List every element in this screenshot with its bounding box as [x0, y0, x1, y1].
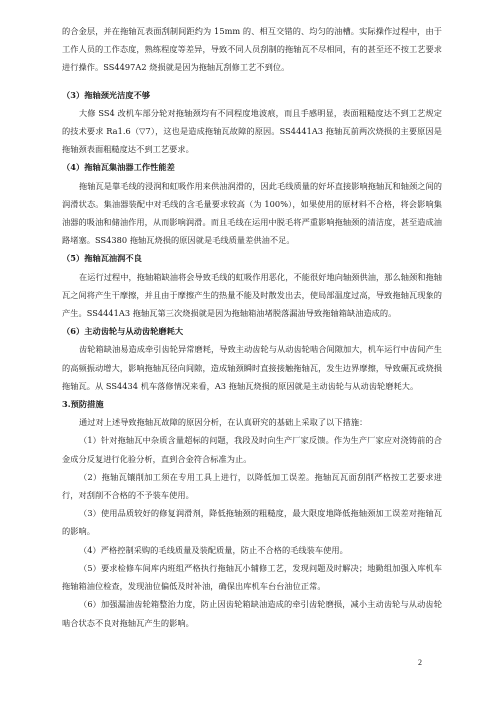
page-number: 2: [418, 658, 422, 667]
paragraph-4: 在运行过程中，拖轴箱缺油将会导致毛线的虹吸作用恶化，不能很好地向轴颈供油，那么轴颈和拖轴瓦之间将产生干摩擦，并且由于摩擦产生的热量不能及时散发出去，使局部温度过高，导致拖轴瓦现象的产生。SS4441A3 拖轴瓦第三次烧损就是因为拖轴箱油堵脱落漏油导致拖轴箱缺油造成的。: [62, 271, 442, 319]
heading-5: （5）拖轴瓦油润不良: [62, 253, 142, 264]
heading-3: （3）拖轴颈光洁度不够: [62, 89, 151, 100]
heading-6: （6）主动齿轮与从动齿轮磨耗大: [62, 326, 184, 337]
paragraph-2: 大修 SS4 改机车部分轮对拖轴颈均有不同程度地波痕，而且手感明显，表面粗糙度达不到工艺规定的技术要求 Ra1.6（▽7），这也是造成拖轴瓦故障的原因。SS4441A3 拖轴瓦前两次烧损的主要原因是拖轴颈表面粗糙度达不到工艺要求。: [62, 107, 442, 155]
measure-6: （6）加强漏油齿轮箱整治力度，防止因齿轮箱缺油造成的牵引齿轮磨损，减小主动齿轮与从动齿轮啮合状态不良对拖轴瓦产生的影响。: [62, 599, 442, 628]
measure-1: （1）针对拖轴瓦中杂质含量超标的问题，我段及时向生产厂家反馈。作为生产厂家应对浇铸前的合金成分反复进行化验分析，直到合金符合标准为止。: [62, 435, 442, 464]
paragraph-5: 齿轮箱缺油易造成牵引齿轮异常磨耗，导致主动齿轮与从动齿轮啮合间隙加大，机车运行中齿间产生的高频振动增大，影响拖轴瓦径向间隙，造成轴颈瞬时直接接触拖轴瓦，发生边界摩擦，导致碾瓦或烧损拖轴瓦。从 SS4434 机车落修情况来看，A3 拖轴瓦烧损的原因就是主动齿轮与从动齿轮磨耗大。: [62, 344, 442, 391]
measure-3: （3）使用品质较好的修复润滑剂，降低拖轴颈的粗糙度，最大限度地降低拖轴颈加工误差对拖轴瓦的影响。: [62, 508, 442, 537]
measure-5: （5）要求检修车间库内班组严格执行拖轴瓦小辅修工艺，发现问题及时解决；地勤组加强入库机车拖轴箱油位检查，发现油位偏低及时补油，确保出库机车台台油位正常。: [62, 562, 442, 592]
paragraph-1: 的合金层，并在拖轴瓦表面刮制间距约为 15mm 的、相互交错的、均匀的油槽。实际操作过程中，由于工作人员的工作态度，熟练程度等差异，导致不同人员刮制的拖轴瓦不尽相同，有的甚至还不按工艺要求进行操作。SS4497A2 烧损就是因为拖轴瓦刮修工艺不到位。: [62, 26, 442, 73]
paragraph-3: 拖轴瓦是靠毛线的浸润和虹吸作用来供油润滑的，因此毛线质量的好坏直接影响拖轴瓦和轴颈之间的润滑状态。集油器装配中对毛线的含毛量要求较高（为 100%），如果使用的原材料不合格，将会影响集油器的吸油和储油作用，从而影响润滑。而且毛线在运用中脱毛将严重影响拖轴颈的清洁度，甚至造成油路堵塞。SS4380 拖轴瓦烧损的原因就是毛线质量差供油不足。: [62, 180, 442, 246]
paragraph-6: 通过对上述导致拖轴瓦故障的原因分析，在认真研究的基础上采取了以下措施：: [79, 417, 368, 428]
heading-4: （4）拖轴瓦集油器工作性能差: [62, 162, 175, 173]
section-heading-prevention: 3.预防措施: [62, 399, 104, 410]
measure-4: （4）严格控制采购的毛线质量及装配质量，防止不合格的毛线装车使用。: [79, 544, 348, 555]
measure-2: （2）拖轴瓦镶削加工须在专用工具上进行，以降低加工误差。拖轴瓦瓦面刮削严格按工艺要求进行，对刮削不合格的不予装车使用。: [62, 471, 442, 501]
document-page: [62, 22, 442, 632]
